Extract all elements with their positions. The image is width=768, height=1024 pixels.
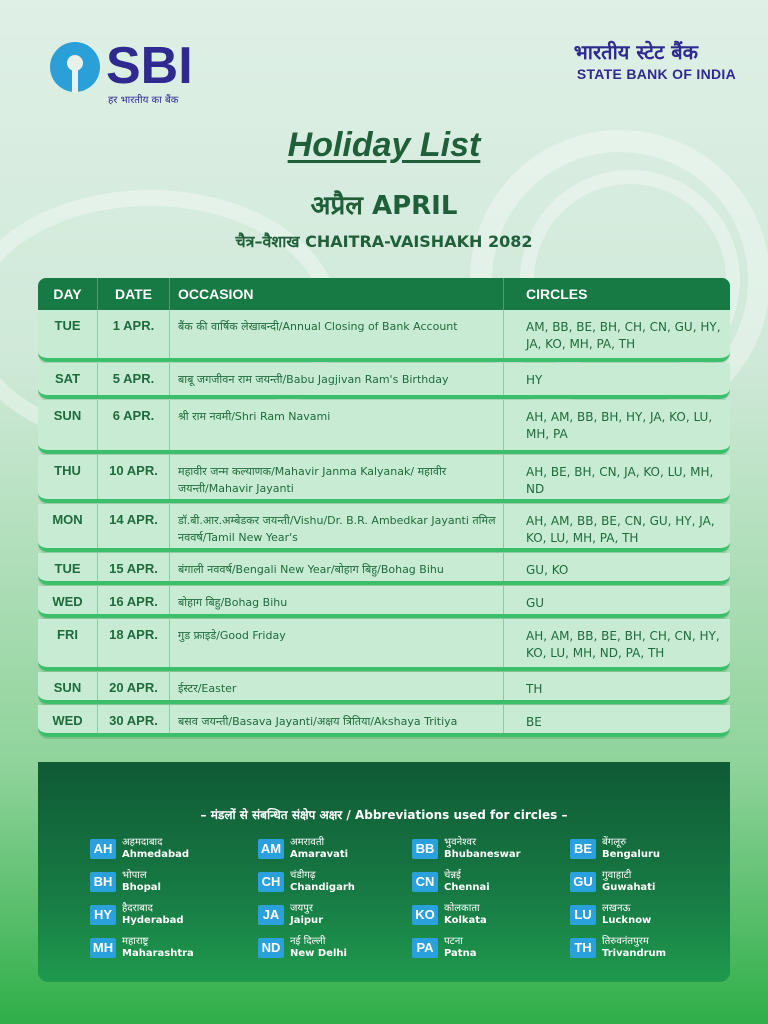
abbreviation-code: KO (412, 905, 438, 925)
cell-day: WED (38, 586, 98, 614)
column-header-date: DATE (98, 278, 170, 310)
abbreviation-names (290, 936, 347, 960)
circle-name-hindi: भुवनेश्वर (444, 837, 477, 848)
abbreviation-names (444, 837, 521, 861)
circle-name-hindi: जयपुर (290, 903, 313, 914)
abbreviation-item (412, 902, 570, 928)
column-header-day: DAY (38, 278, 98, 310)
abbreviation-item (258, 935, 412, 961)
abbreviation-code: GU (570, 872, 596, 892)
table-header (38, 278, 730, 310)
abbreviation-item (412, 935, 570, 961)
cell-day: SAT (38, 363, 98, 395)
abbreviation-item (258, 869, 412, 895)
abbreviation-names (290, 837, 348, 861)
cell-circles: HY (526, 373, 543, 387)
cell-date: 18 APR. (98, 619, 170, 667)
cell-date: 10 APR. (98, 455, 170, 499)
abbreviations-title: – मंडलों से संबन्धित संक्षेप अक्षर / Abbreviations used for circles – (200, 808, 568, 822)
logo-text: SBI (106, 37, 193, 95)
circle-name-english: New Delhi (290, 948, 347, 959)
abbreviation-item (258, 902, 412, 928)
circle-name-english: Patna (444, 948, 477, 959)
cell-day: TUE (38, 553, 98, 581)
abbreviation-names (602, 870, 655, 894)
abbreviation-code: TH (570, 938, 596, 958)
circle-name-hindi: हैदराबाद (122, 903, 153, 914)
cell-date: 6 APR. (98, 400, 170, 450)
circle-name-english: Guwahati (602, 882, 656, 893)
circle-name-hindi: नई दिल्ली (290, 936, 326, 947)
abbreviation-names (122, 837, 189, 861)
column-header-circles: CIRCLES (526, 286, 588, 302)
cell-occasion: बाबू जगजीवन राम जयन्ती/Babu Jagjivan Ram's Birthday (170, 363, 504, 395)
table-body (38, 310, 730, 737)
circle-name-english: Bengaluru (602, 849, 661, 860)
cell-day: WED (38, 705, 98, 733)
cell-occasion: बसव जयन्ती/Basava Jayanti/अक्षय त्रितिया/Akshaya Tritiya (170, 705, 504, 733)
abbreviation-item (570, 935, 710, 961)
table-row (38, 310, 730, 362)
abbreviation-code: CN (412, 872, 438, 892)
circle-name-hindi: महाराष्ट्र (122, 936, 149, 947)
cell-day: FRI (38, 619, 98, 667)
abbreviation-code: LU (570, 905, 596, 925)
cell-day: SUN (38, 400, 98, 450)
cell-occasion: बंगाली नववर्ष/Bengali New Year/बोहाग बिहु/Bohag Bihu (170, 553, 504, 581)
table-row (38, 586, 730, 618)
cell-occasion: गुड फ्राइडे/Good Friday (170, 619, 504, 667)
page-title: Holiday List (287, 126, 481, 164)
table-row (38, 400, 730, 454)
abbreviation-item (258, 836, 412, 862)
cell-circles: AH, AM, BB, BE, CN, GU, HY, JA, KO, LU, MH, PA, TH (526, 514, 715, 545)
cell-date: 15 APR. (98, 553, 170, 581)
circle-name-english: Amaravati (290, 849, 349, 860)
cell-occasion: श्री राम नवमी/Shri Ram Navami (170, 400, 504, 450)
circle-name-english: Bhubaneswar (444, 849, 521, 860)
cell-day: SUN (38, 672, 98, 700)
abbreviation-code: BE (570, 839, 596, 859)
circle-name-english: Kolkata (444, 915, 487, 926)
logo-tagline: हर भारतीय का बैंक (108, 95, 179, 106)
circle-name-english: Chennai (444, 882, 490, 893)
abbreviations-grid (90, 836, 710, 961)
cell-date: 1 APR. (98, 310, 170, 358)
abbreviation-code: CH (258, 872, 284, 892)
abbreviations-panel (38, 762, 730, 982)
samvat-heading: चैत्र–वैशाख CHAITRA-VAISHAKH 2082 (235, 232, 533, 251)
circle-name-hindi: भोपाल (122, 870, 147, 881)
circle-name-english: Maharashtra (122, 948, 194, 959)
abbreviation-names (122, 936, 194, 960)
abbreviation-item (570, 836, 710, 862)
circle-name-hindi: पटना (444, 936, 463, 947)
abbreviation-item (570, 869, 710, 895)
cell-circles: AM, BB, BE, BH, CH, CN, GU, HY, JA, KO, MH, PA, TH (526, 320, 721, 351)
cell-date: 16 APR. (98, 586, 170, 614)
cell-circles: AH, AM, BB, BE, BH, CH, CN, HY, KO, LU, MH, ND, PA, TH (526, 629, 720, 660)
table-row (38, 363, 730, 399)
abbreviation-code: ND (258, 938, 284, 958)
circle-name-hindi: कोलकाता (444, 903, 480, 914)
abbreviation-code: MH (90, 938, 116, 958)
circle-name-hindi: चंडीगढ़ (290, 870, 316, 881)
bank-name-english: STATE BANK OF INDIA (576, 66, 736, 82)
abbreviation-code: HY (90, 905, 116, 925)
cell-circles: AH, AM, BB, BH, HY, JA, KO, LU, MH, PA (526, 410, 713, 441)
abbreviation-names (602, 837, 660, 861)
cell-date: 30 APR. (98, 705, 170, 733)
circle-name-hindi: चेन्नई (444, 870, 461, 881)
cell-occasion: बोहाग बिहु/Bohag Bihu (170, 586, 504, 614)
cell-date: 20 APR. (98, 672, 170, 700)
month-heading: अप्रैल APRIL (310, 191, 458, 221)
cell-date: 5 APR. (98, 363, 170, 395)
cell-circles: GU, KO (526, 563, 569, 577)
abbreviation-names (444, 870, 490, 894)
cell-circles: BE (526, 715, 542, 729)
circle-name-english: Trivandrum (602, 948, 667, 959)
circle-name-hindi: लखनऊ (602, 903, 631, 914)
abbreviation-code: JA (258, 905, 284, 925)
cell-occasion: बैंक की वार्षिक लेखाबन्दी/Annual Closing of Bank Account (170, 310, 504, 358)
circle-name-hindi: तिरुवनंतपुरम (602, 936, 649, 947)
abbreviation-item (570, 902, 710, 928)
abbreviation-names (122, 870, 161, 894)
circle-name-english: Lucknow (602, 915, 652, 926)
cell-day: MON (38, 504, 98, 548)
cell-occasion: ईस्टर/Easter (170, 672, 504, 700)
abbreviation-names (290, 870, 355, 894)
abbreviation-item (412, 869, 570, 895)
table-row (38, 504, 730, 552)
cell-circles: TH (526, 682, 543, 696)
abbreviation-names (444, 936, 476, 960)
cell-day: TUE (38, 310, 98, 358)
cell-day: THU (38, 455, 98, 499)
abbreviation-code: BH (90, 872, 116, 892)
circle-name-hindi: अमरावती (290, 837, 325, 848)
table-row (38, 672, 730, 704)
abbreviation-names (602, 936, 666, 960)
circle-name-hindi: अहमदाबाद (122, 837, 163, 848)
cell-occasion: महावीर जन्म कल्याणक/Mahavir Janma Kalyanak/ महावीर जयन्ती/Mahavir Jayanti (170, 455, 504, 499)
abbreviation-item (90, 935, 258, 961)
circle-name-english: Hyderabad (122, 915, 184, 926)
abbreviation-code: AM (258, 839, 284, 859)
cell-circles: GU (526, 596, 545, 610)
abbreviation-names (290, 903, 323, 927)
cell-occasion: डॉ.बी.आर.अम्बेडकर जयन्ती/Vishu/Dr. B.R. Ambedkar Jayanti तमिल नववर्ष/Tamil New Year's (170, 504, 504, 548)
sbi-keyhole-icon (50, 42, 100, 92)
circle-name-english: Ahmedabad (122, 849, 190, 860)
table-row (38, 705, 730, 737)
abbreviation-names (602, 903, 651, 927)
table-row (38, 553, 730, 585)
holiday-table (38, 278, 730, 738)
circle-name-hindi: बेंगलूरु (602, 837, 627, 848)
table-row (38, 455, 730, 503)
abbreviation-code: AH (90, 839, 116, 859)
bank-name-hindi: भारतीय स्टेट बैंक (573, 40, 698, 64)
circle-name-hindi: गुवाहाटी (602, 870, 632, 881)
abbreviation-item (412, 836, 570, 862)
abbreviation-code: PA (412, 938, 438, 958)
column-header-occasion: OCCASION (170, 278, 504, 310)
circle-name-english: Chandigarh (290, 882, 355, 893)
abbreviation-item (90, 902, 258, 928)
cell-circles: AH, BE, BH, CN, JA, KO, LU, MH, ND (526, 465, 714, 496)
circle-name-english: Jaipur (290, 915, 324, 926)
circle-name-english: Bhopal (122, 882, 161, 893)
abbreviation-code: BB (412, 839, 438, 859)
abbreviation-names (122, 903, 184, 927)
abbreviation-item (90, 836, 258, 862)
table-row (38, 619, 730, 671)
abbreviation-item (90, 869, 258, 895)
cell-date: 14 APR. (98, 504, 170, 548)
abbreviation-names (444, 903, 487, 927)
sbi-logo (50, 37, 230, 110)
